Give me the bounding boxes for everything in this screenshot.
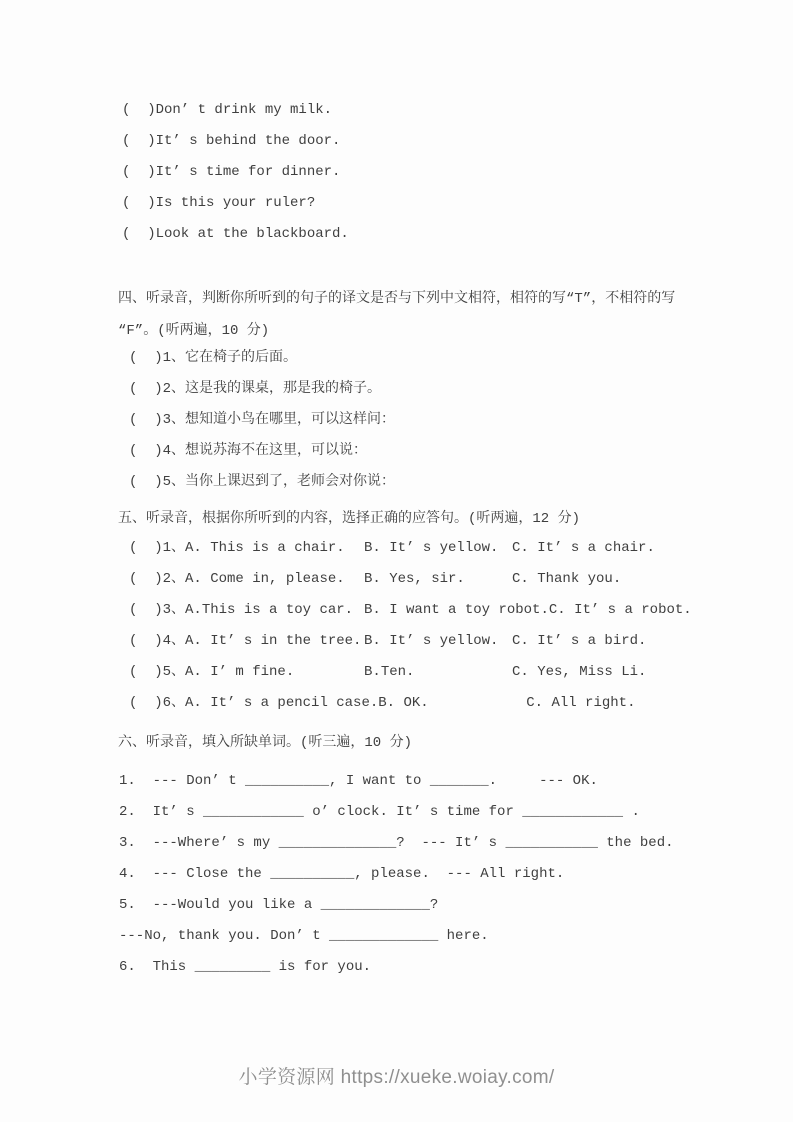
fill-blank-item: 3. ---Where’ s my ______________? --- It’ s ___________ the bed.: [119, 835, 674, 851]
choice-option-c: C. All right.: [526, 695, 636, 711]
choice-option-b: B. I want a toy robot.: [364, 602, 549, 618]
fill-blank-item: 2. It’ s ____________ o’ clock. It’ s time for ____________ .: [119, 804, 640, 820]
fill-blank-item: 5. ---Would you like a _____________?: [119, 897, 439, 913]
fill-blank-item: 4. --- Close the __________, please. --- All right.: [119, 866, 565, 882]
choice-row: [129, 564, 692, 595]
choice-option-a: A. Come in, please.: [185, 571, 345, 587]
choice-option-a: A.This is a toy car.: [185, 602, 354, 618]
choice-row-number: ( )2、: [129, 571, 186, 587]
judge-item: ( )4、想说苏海不在这里，可以说：: [129, 443, 368, 459]
fill-blank-item: 1. --- Don’ t __________, I want to _______. --- OK.: [119, 773, 598, 789]
choice-option-b: B.Ten.: [364, 664, 415, 680]
footer-site-name: 小学资源网: [238, 1067, 336, 1088]
tf-sentence-item: ( )Look at the blackboard.: [122, 226, 349, 242]
choice-row-number: ( )5、: [129, 664, 186, 680]
choice-option-c: C. It’ s a chair.: [512, 540, 655, 556]
section-six-title-text: 六、听录音，填入所缺单词。(听三遍，10 分): [118, 735, 413, 751]
choice-row: [129, 626, 692, 657]
choice-row: [129, 533, 692, 564]
choice-option-a: A. I’ m fine.: [185, 664, 295, 680]
choice-option-a: A. It’ s a pencil case.: [185, 695, 379, 711]
section-five-items: [129, 533, 692, 719]
choice-option-b: B. It’ s yellow.: [364, 633, 499, 649]
choice-option-b: B. OK.: [378, 695, 429, 711]
footer-url: https://xueke.woiay.com/: [340, 1067, 555, 1088]
section-four-items: [129, 343, 395, 498]
choice-option-c: C. Thank you.: [512, 571, 622, 587]
choice-row-number: ( )4、: [129, 633, 186, 649]
choice-option-c: C. It’ s a robot.: [548, 602, 692, 618]
judge-item: ( )1、它在椅子的后面。: [129, 350, 298, 366]
footer-watermark: [0, 1062, 793, 1089]
section-five-title-text: 五、听录音，根据你所听到的内容，选择正确的应答句。(听两遍，12 分): [118, 511, 581, 527]
tf-sentence-item: ( )It’ s time for dinner.: [122, 164, 341, 180]
section-four-title-line2: “F”。(听两遍，10 分): [118, 323, 270, 339]
tf-sentence-item: ( )Don’ t drink my milk.: [122, 102, 333, 118]
tf-sentence-item: ( )Is this your ruler?: [122, 195, 316, 211]
section-five-title: [118, 503, 580, 535]
section-six-items: [119, 766, 674, 983]
section-four-title-line1: 四、听录音，判断你所听到的句子的译文是否与下列中文相符，相符的写“T”，不相符的写: [118, 291, 676, 307]
choice-row-number: ( )6、: [129, 695, 186, 711]
judge-item: ( )5、当你上课迟到了，老师会对你说：: [129, 474, 396, 490]
section-four-title: [118, 283, 675, 347]
judge-item: ( )2、这是我的课桌，那是我的椅子。: [129, 381, 382, 397]
choice-row: [129, 595, 692, 626]
listening-tf-section: [122, 95, 349, 250]
fill-blank-item: 6. This _________ is for you.: [119, 959, 372, 975]
choice-option-b: B. Yes, sir.: [364, 571, 465, 587]
judge-item: ( )3、想知道小鸟在哪里，可以这样问：: [129, 412, 396, 428]
choice-row-number: ( )1、: [129, 540, 186, 556]
choice-option-c: C. It’ s a bird.: [512, 633, 647, 649]
choice-option-a: A. It’ s in the tree.: [185, 633, 362, 649]
choice-row-number: ( )3、: [129, 602, 186, 618]
section-six-title: [118, 727, 412, 759]
choice-option-a: A. This is a chair.: [185, 540, 345, 556]
tf-sentence-item: ( )It’ s behind the door.: [122, 133, 341, 149]
choice-row: [129, 657, 692, 688]
choice-option-c: C. Yes, Miss Li.: [512, 664, 647, 680]
choice-option-b: B. It’ s yellow.: [364, 540, 499, 556]
fill-blank-item: ---No, thank you. Don’ t _____________ here.: [119, 928, 489, 944]
choice-row: [129, 688, 692, 719]
